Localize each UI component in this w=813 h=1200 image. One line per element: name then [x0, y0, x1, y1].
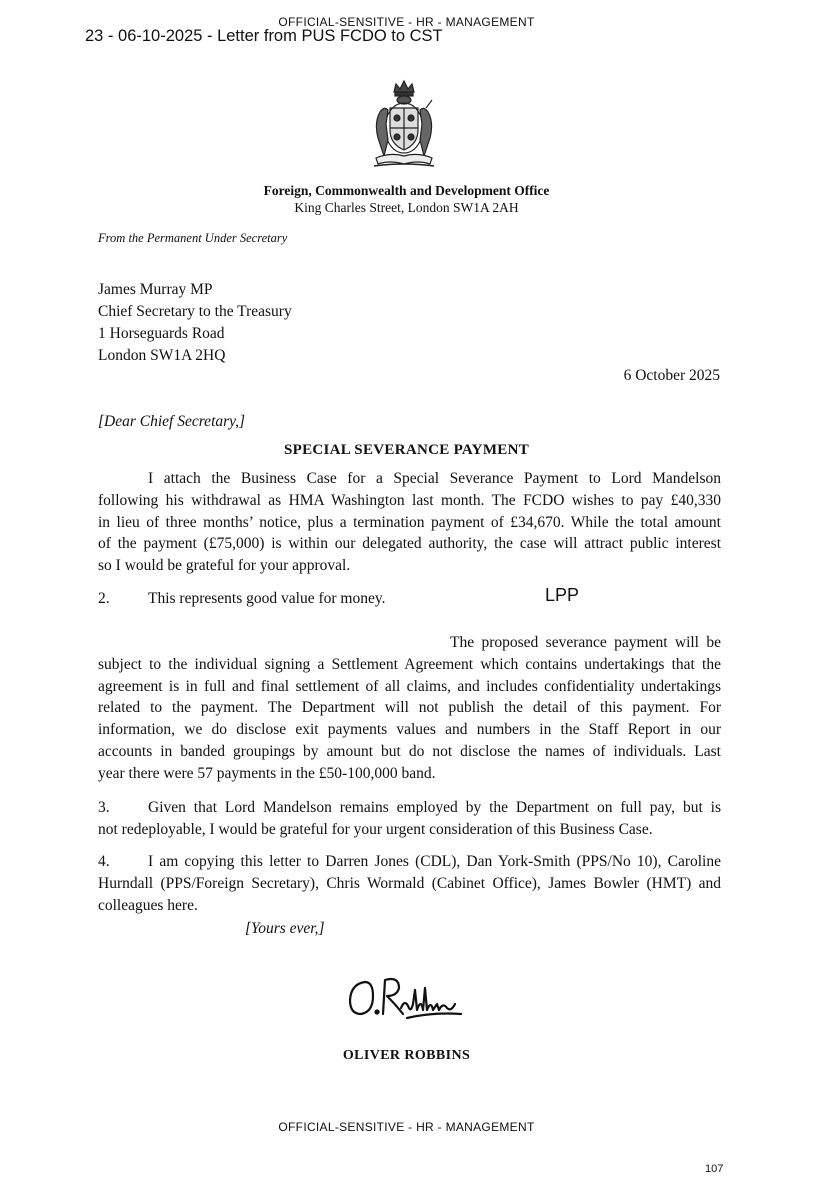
royal-coat-of-arms-icon	[360, 78, 448, 170]
paragraph-line: so I would be grateful for your approval.	[98, 557, 351, 575]
paragraph-line: not redeployable, I would be grateful for your urgent consideration of this Business Case.	[98, 820, 653, 838]
paragraph-2-continued	[98, 632, 721, 785]
recipient-line: Chief Secretary to the Treasury	[98, 303, 292, 320]
paragraph-line: of the payment (£75,000) is within our delegated authority, the case will attract public interest	[98, 535, 721, 553]
classification-footer: OFFICIAL-SENSITIVE - HR - MANAGEMENT	[278, 1120, 535, 1134]
recipient-line: 1 Horseguards Road	[98, 325, 225, 342]
paragraph-line: I attach the Business Case for a Special Severance Payment to Lord Mandelson	[148, 470, 721, 487]
paragraph-line: Given that Lord Mandelson remains employed by the Department on full pay, but is	[148, 799, 721, 816]
document-reference: 23 - 06-10-2025 - Letter from PUS FCDO to CST	[85, 27, 443, 45]
paragraph-number: 3.	[98, 799, 110, 816]
recipient-address	[98, 279, 292, 367]
paragraph-line: The proposed severance payment will be	[450, 634, 721, 651]
paragraph-line: subject to the individual signing a Settlement Agreement which contains undertakings that the	[98, 655, 721, 673]
paragraph-line: Hurndall (PPS/Foreign Secretary), Chris Wormald (Cabinet Office), James Bowler (HMT) and	[98, 874, 721, 892]
signatory-name: OLIVER ROBBINS	[342, 1048, 471, 1063]
classification-header: OFFICIAL-SENSITIVE - HR - MANAGEMENT	[278, 15, 535, 29]
paragraph-line: in lieu of three months’ notice, plus a termination payment of £34,670. While the total amount	[98, 513, 721, 531]
paragraph-3	[98, 797, 721, 841]
paragraph-line: agreement is in full and final settlement of all claims, and includes confidentiality undertakings	[98, 677, 721, 695]
letter-date: 6 October 2025	[623, 367, 720, 384]
recipient-line: London SW1A 2HQ	[98, 347, 226, 364]
paragraph-line: I am copying this letter to Darren Jones (CDL), Dan York-Smith (PPS/No 10), Caroline	[148, 853, 721, 870]
paragraph-line: year there were 57 payments in the £50-100,000 band.	[98, 764, 436, 782]
from-line: From the Permanent Under Secretary	[98, 231, 288, 245]
paragraph-4	[98, 851, 721, 916]
page-number: 107	[705, 1163, 724, 1175]
paragraph-2	[98, 588, 721, 610]
salutation: [Dear Chief Secretary,]	[98, 413, 246, 430]
paragraph-number: 4.	[98, 853, 110, 870]
paragraph-number: 2.	[98, 590, 110, 607]
signature-icon	[343, 968, 473, 1028]
subject-heading: SPECIAL SEVERANCE PAYMENT	[283, 442, 530, 458]
redaction-label: LPP	[545, 585, 580, 605]
paragraph-line: colleagues here.	[98, 896, 198, 914]
paragraph-line: related to the payment. The Department will not publish the detail of this payment. For	[98, 699, 721, 717]
paragraph-text: This represents good value for money.	[148, 590, 386, 607]
recipient-line: James Murray MP	[98, 281, 213, 298]
office-address: King Charles Street, London SW1A 2AH	[294, 200, 519, 215]
paragraph-line: accounts in banded groupings by amount but do not disclose the names of individuals. Last	[98, 742, 721, 760]
paragraph-line: following his withdrawal as HMA Washington last month. The FCDO wishes to pay £40,330	[98, 491, 721, 509]
office-name: Foreign, Commonwealth and Development Office	[263, 183, 550, 198]
paragraph-line: information, we do disclose exit payments values and numbers in the Staff Report in our	[98, 721, 721, 739]
closing: [Yours ever,]	[245, 920, 325, 937]
paragraph-1	[98, 468, 721, 577]
